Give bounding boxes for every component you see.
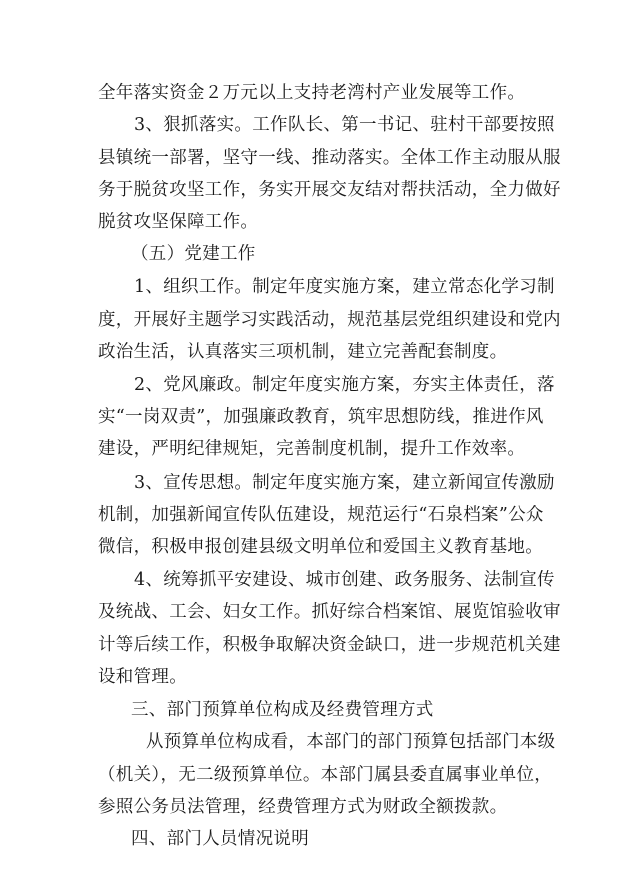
text-line: 2、党风廉政。制定年度实施方案，夯实主体责任，落 xyxy=(134,375,555,395)
text-line: 及统战、工会、妇女工作。抓好综合档案馆、展览馆验收审 xyxy=(98,602,561,623)
text-line: 务于脱贫攻坚工作，务实开展交友结对帮扶活动，全力做好 xyxy=(98,179,561,200)
section-heading: 四、部门人员情况说明 xyxy=(131,829,309,849)
text-line: 实“一岗双责”，加强廉政教育，筑牢思想防线，推进作风 xyxy=(98,407,544,428)
text-line: 参照公务员法管理，经费管理方式为财政全额拨款。 xyxy=(98,796,508,817)
text-line: 微信，积极申报创建县级文明单位和爱国主义教育基地。 xyxy=(98,537,543,557)
text-line: 机制，加强新闻宣传队伍建设，规范运行“石泉档案”公众 xyxy=(98,504,544,525)
text-line: 县镇统一部署，坚守一线、推动落实。全体工作主动服从服 xyxy=(98,147,561,168)
text-line: 3、狠抓落实。工作队长、第一书记、驻村干部要按照 xyxy=(134,115,555,136)
text-line: 计等后续工作，积极争取解决资金缺口，进一步规范机关建 xyxy=(98,634,561,655)
section-heading: 三、部门预算单位构成及经费管理方式 xyxy=(131,700,434,721)
text-line: 全年落实资金２万元以上支持老湾村产业发展等工作。 xyxy=(98,83,526,103)
text-line: 政治生活，认真落实三项机制，建立完善配套制度。 xyxy=(98,341,508,362)
text-line: 设和管理。 xyxy=(98,666,187,687)
section-heading: （五）党建工作 xyxy=(131,244,256,265)
text-line: （机关），无二级预算单位。本部门属县委直属事业单位， xyxy=(98,764,553,785)
text-line: 4、统筹抓平安建设、城市创建、政务服务、法制宣传 xyxy=(134,570,555,591)
text-line: 3、宣传思想。制定年度实施方案，建立新闻宣传激励 xyxy=(134,472,555,493)
text-line: 脱贫攻坚保障工作。 xyxy=(98,211,259,232)
text-line: 建设，严明纪律规矩，完善制度机制，提升工作效率。 xyxy=(98,439,526,460)
text-line: 从预算单位构成看，本部门的部门预算包括部门本级 xyxy=(146,732,556,753)
text-line: 度，开展好主题学习实践活动，规范基层党组织建设和党内 xyxy=(98,309,561,330)
text-line: 1、组织工作。制定年度实施方案，建立常态化学习制 xyxy=(134,277,555,298)
